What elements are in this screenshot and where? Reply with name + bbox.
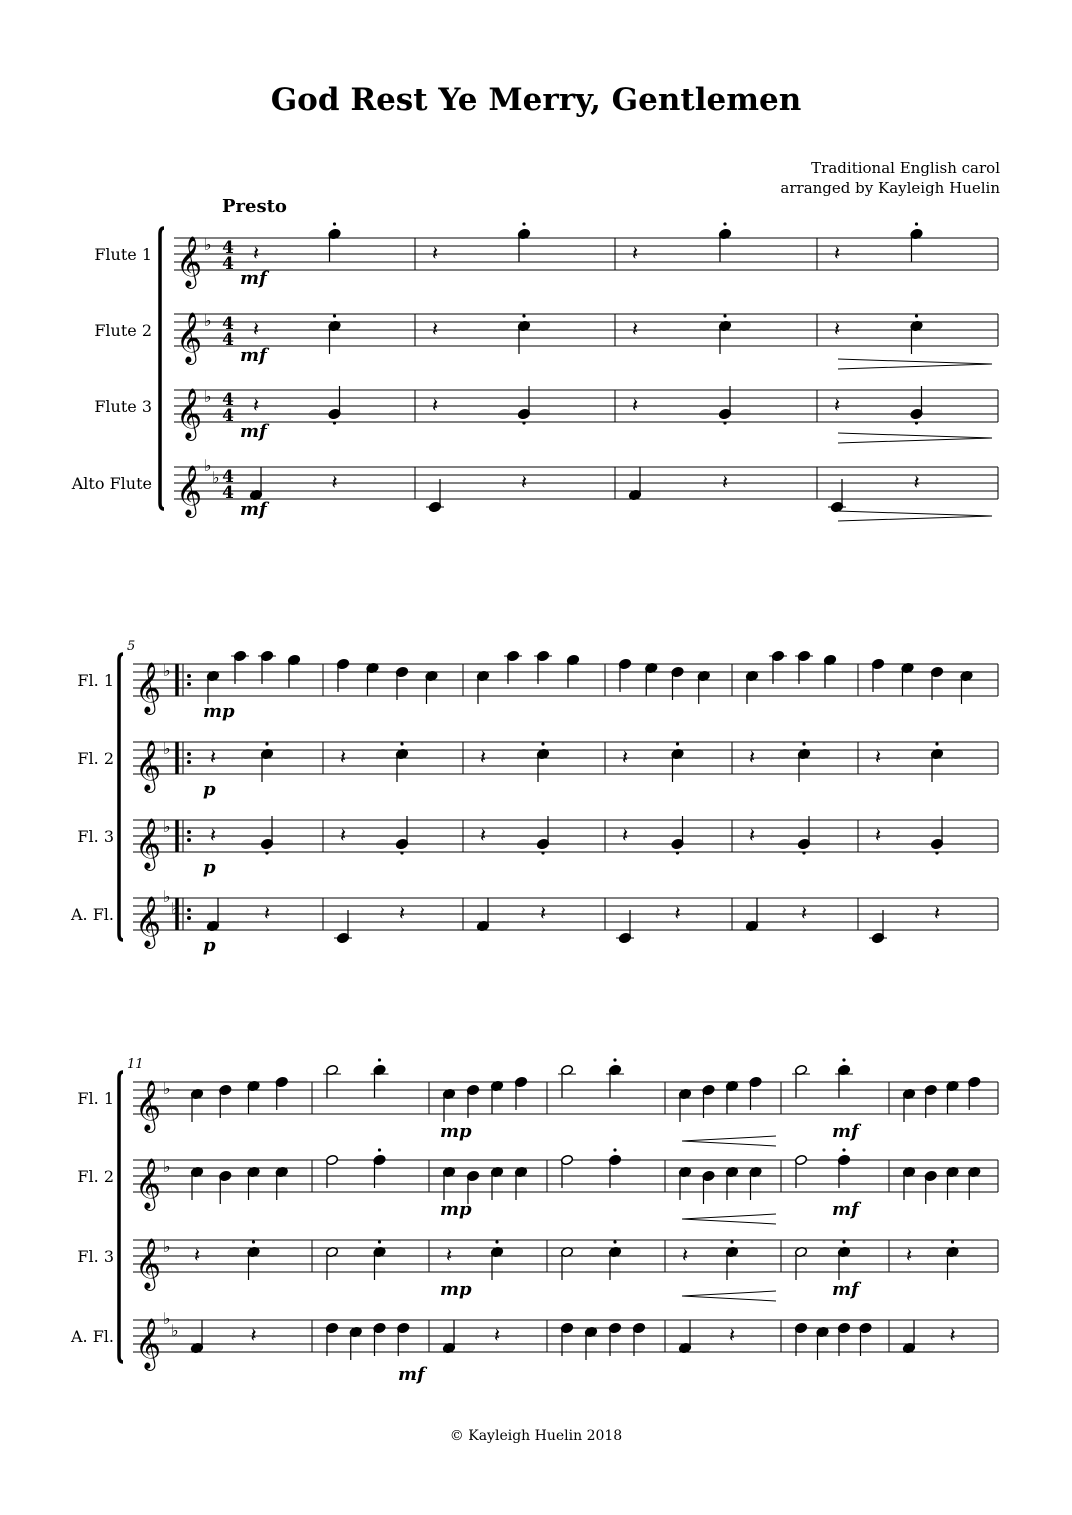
- note-staccato: [802, 851, 805, 854]
- dynamic-marking: mp: [440, 1279, 472, 1300]
- note-staccato: [842, 1058, 845, 1061]
- crescendo-hairpin: [682, 1136, 776, 1146]
- key-flat: ♭: [163, 1079, 171, 1098]
- note-staccato: [951, 1240, 954, 1243]
- repeat-dot: [187, 916, 191, 920]
- instrument-label: Fl. 3: [77, 1247, 114, 1266]
- quarter-rest: 𝄽: [339, 745, 347, 769]
- instrument-label: Alto Flute: [71, 474, 152, 493]
- quarter-rest: 𝄽: [874, 745, 882, 769]
- dynamic-marking: mf: [240, 345, 267, 366]
- dynamic-marking: p: [203, 857, 216, 878]
- note-staccato: [935, 742, 938, 745]
- note-staccato: [400, 851, 403, 854]
- treble-clef: 𝄞: [135, 662, 162, 713]
- quarter-rest: 𝄽: [721, 470, 729, 494]
- dynamic-marking: p: [203, 779, 216, 800]
- note-staccato: [378, 1058, 381, 1061]
- dynamic-marking: mp: [440, 1199, 472, 1220]
- quarter-rest: 𝄽: [728, 1323, 736, 1347]
- note-staccato: [265, 742, 268, 745]
- quarter-rest: 𝄽: [252, 317, 260, 341]
- dynamic-marking: mf: [398, 1364, 425, 1385]
- note-staccato: [541, 742, 544, 745]
- quarter-rest: 𝄽: [193, 1243, 201, 1267]
- note-staccato: [915, 421, 918, 424]
- quarter-rest: 𝄽: [905, 1243, 913, 1267]
- measure-number: 5: [127, 639, 136, 654]
- quarter-rest: 𝄽: [621, 745, 629, 769]
- treble-clef: 𝄞: [135, 1158, 162, 1209]
- time-signature-top: 4: [222, 390, 234, 410]
- quarter-rest: 𝄽: [621, 823, 629, 847]
- note-staccato: [541, 851, 544, 854]
- note-staccato: [522, 222, 525, 225]
- system-bracket: [160, 228, 164, 509]
- note-staccato: [333, 421, 336, 424]
- measure-number: 11: [127, 1057, 144, 1072]
- treble-clef: 𝄞: [135, 1238, 162, 1289]
- quarter-rest: 𝄽: [631, 393, 639, 417]
- dynamic-marking: mf: [240, 499, 267, 520]
- instrument-label: Fl. 2: [77, 749, 114, 768]
- note-staccato: [935, 851, 938, 854]
- note-staccato: [802, 742, 805, 745]
- instrument-label: Fl. 2: [77, 1167, 114, 1186]
- quarter-rest: 𝄽: [252, 241, 260, 265]
- quarter-rest: 𝄽: [681, 1243, 689, 1267]
- note-staccato: [265, 851, 268, 854]
- note-staccato: [730, 1240, 733, 1243]
- treble-clef: 𝄞: [135, 1080, 162, 1131]
- decrescendo-hairpin: [838, 433, 992, 443]
- treble-clef: 𝄞: [135, 818, 162, 869]
- note-staccato: [613, 1148, 616, 1151]
- key-flat: ♭: [204, 311, 212, 330]
- quarter-rest: 𝄽: [263, 901, 271, 925]
- treble-clef: 𝄞: [176, 388, 203, 439]
- note-staccato: [723, 314, 726, 317]
- dynamic-marking: mf: [240, 268, 267, 289]
- key-flat: ♭: [163, 887, 171, 906]
- note-staccato: [842, 1148, 845, 1151]
- quarter-rest: 𝄽: [949, 1323, 956, 1347]
- quarter-rest: 𝄽: [833, 393, 841, 417]
- note-staccato: [842, 1240, 845, 1243]
- quarter-rest: 𝄽: [493, 1323, 501, 1347]
- instrument-label: Flute 2: [94, 321, 152, 340]
- key-flat: ♭: [204, 235, 212, 254]
- note-staccato: [378, 1148, 381, 1151]
- repeat-dot: [187, 674, 191, 678]
- dynamic-marking: mp: [203, 701, 235, 722]
- crescendo-hairpin: [682, 1214, 776, 1224]
- quarter-rest: 𝄽: [913, 470, 920, 494]
- dynamic-marking: mp: [440, 1121, 472, 1142]
- crescendo-hairpin: [682, 1291, 776, 1301]
- composer-line-2: arranged by Kayleigh Huelin: [780, 179, 1000, 197]
- quarter-rest: 𝄽: [539, 901, 547, 925]
- quarter-rest: 𝄽: [331, 470, 338, 494]
- treble-clef: 𝄞: [176, 465, 203, 516]
- quarter-rest: 𝄽: [874, 823, 882, 847]
- repeat-dot: [187, 682, 191, 686]
- quarter-rest: 𝄽: [674, 901, 681, 925]
- time-signature-top: 4: [222, 314, 234, 334]
- note-staccato: [495, 1240, 498, 1243]
- quarter-rest: 𝄽: [445, 1243, 453, 1267]
- treble-clef: 𝄞: [135, 740, 162, 791]
- quarter-rest: 𝄽: [431, 241, 439, 265]
- note-staccato: [613, 1240, 616, 1243]
- key-flat: ♭: [163, 1237, 171, 1256]
- quarter-rest: 𝄽: [800, 901, 808, 925]
- note-staccato: [676, 851, 679, 854]
- key-flat: ♭: [171, 1321, 179, 1340]
- composer-line-1: Traditional English carol: [811, 159, 1000, 177]
- quarter-rest: 𝄽: [833, 317, 841, 341]
- quarter-rest: 𝄽: [209, 823, 217, 847]
- treble-clef: 𝄞: [135, 896, 162, 947]
- quarter-rest: 𝄽: [520, 470, 528, 494]
- note-staccato: [723, 222, 726, 225]
- note-staccato: [522, 314, 525, 317]
- note-staccato: [676, 742, 679, 745]
- quarter-rest: 𝄽: [631, 241, 639, 265]
- key-flat: ♭: [163, 1157, 171, 1176]
- time-signature-bottom: 4: [222, 330, 234, 350]
- note-staccato: [613, 1058, 616, 1061]
- instrument-label: A. Fl.: [70, 1327, 114, 1346]
- dynamic-marking: p: [203, 935, 216, 956]
- treble-clef: 𝄞: [135, 1318, 162, 1369]
- repeat-dot: [187, 908, 191, 912]
- quarter-rest: 𝄽: [431, 393, 439, 417]
- key-flat: ♭: [163, 739, 171, 758]
- repeat-dot: [187, 838, 191, 842]
- note-staccato: [378, 1240, 381, 1243]
- note-staccato: [522, 421, 525, 424]
- system-bracket: [119, 654, 123, 940]
- time-signature-top: 4: [222, 238, 234, 258]
- treble-clef: 𝄞: [176, 312, 203, 363]
- instrument-label: Fl. 1: [77, 671, 114, 690]
- instrument-label: Flute 1: [94, 245, 152, 264]
- treble-clef: 𝄞: [176, 236, 203, 287]
- quarter-rest: 𝄽: [748, 823, 756, 847]
- instrument-label: Fl. 1: [77, 1089, 114, 1108]
- quarter-rest: 𝄽: [748, 745, 756, 769]
- instrument-label: A. Fl.: [70, 905, 114, 924]
- key-flat: ♭: [212, 468, 220, 487]
- quarter-rest: 𝄽: [833, 241, 841, 265]
- tempo-marking: Presto: [222, 196, 287, 217]
- instrument-label: Fl. 3: [77, 827, 114, 846]
- key-flat: ♭: [204, 456, 212, 475]
- time-signature-top: 4: [222, 467, 234, 487]
- quarter-rest: 𝄽: [398, 901, 406, 925]
- note-staccato: [915, 222, 918, 225]
- note-staccato: [333, 314, 336, 317]
- quarter-rest: 𝄽: [933, 901, 941, 925]
- key-flat: ♭: [163, 1309, 171, 1328]
- note-staccato: [400, 742, 403, 745]
- note-staccato: [723, 421, 726, 424]
- score-title: God Rest Ye Merry, Gentlemen: [270, 82, 802, 118]
- note-staccato: [252, 1240, 255, 1243]
- dynamic-marking: mf: [240, 421, 267, 442]
- repeat-dot: [187, 830, 191, 834]
- dynamic-marking: mf: [832, 1199, 859, 1220]
- quarter-rest: 𝄽: [479, 745, 487, 769]
- system-bracket: [119, 1072, 123, 1362]
- key-flat: ♭: [204, 387, 212, 406]
- note-staccato: [915, 314, 918, 317]
- dynamic-marking: mf: [832, 1121, 859, 1142]
- quarter-rest: 𝄽: [431, 317, 439, 341]
- key-flat: ♭: [171, 899, 179, 918]
- time-signature-bottom: 4: [222, 483, 234, 503]
- quarter-rest: 𝄽: [250, 1323, 257, 1347]
- dynamic-marking: mf: [832, 1279, 859, 1300]
- repeat-dot: [187, 760, 191, 764]
- quarter-rest: 𝄽: [209, 745, 217, 769]
- time-signature-bottom: 4: [222, 254, 234, 274]
- copyright-notice: © Kayleigh Huelin 2018: [449, 1428, 623, 1444]
- key-flat: ♭: [163, 661, 171, 680]
- quarter-rest: 𝄽: [479, 823, 487, 847]
- repeat-dot: [187, 752, 191, 756]
- quarter-rest: 𝄽: [631, 317, 639, 341]
- instrument-label: Flute 3: [94, 397, 152, 416]
- quarter-rest: 𝄽: [252, 393, 260, 417]
- decrescendo-hairpin: [838, 359, 992, 369]
- note-staccato: [333, 222, 336, 225]
- decrescendo-hairpin: [838, 511, 992, 521]
- key-flat: ♭: [163, 817, 171, 836]
- quarter-rest: 𝄽: [339, 823, 347, 847]
- time-signature-bottom: 4: [222, 406, 234, 426]
